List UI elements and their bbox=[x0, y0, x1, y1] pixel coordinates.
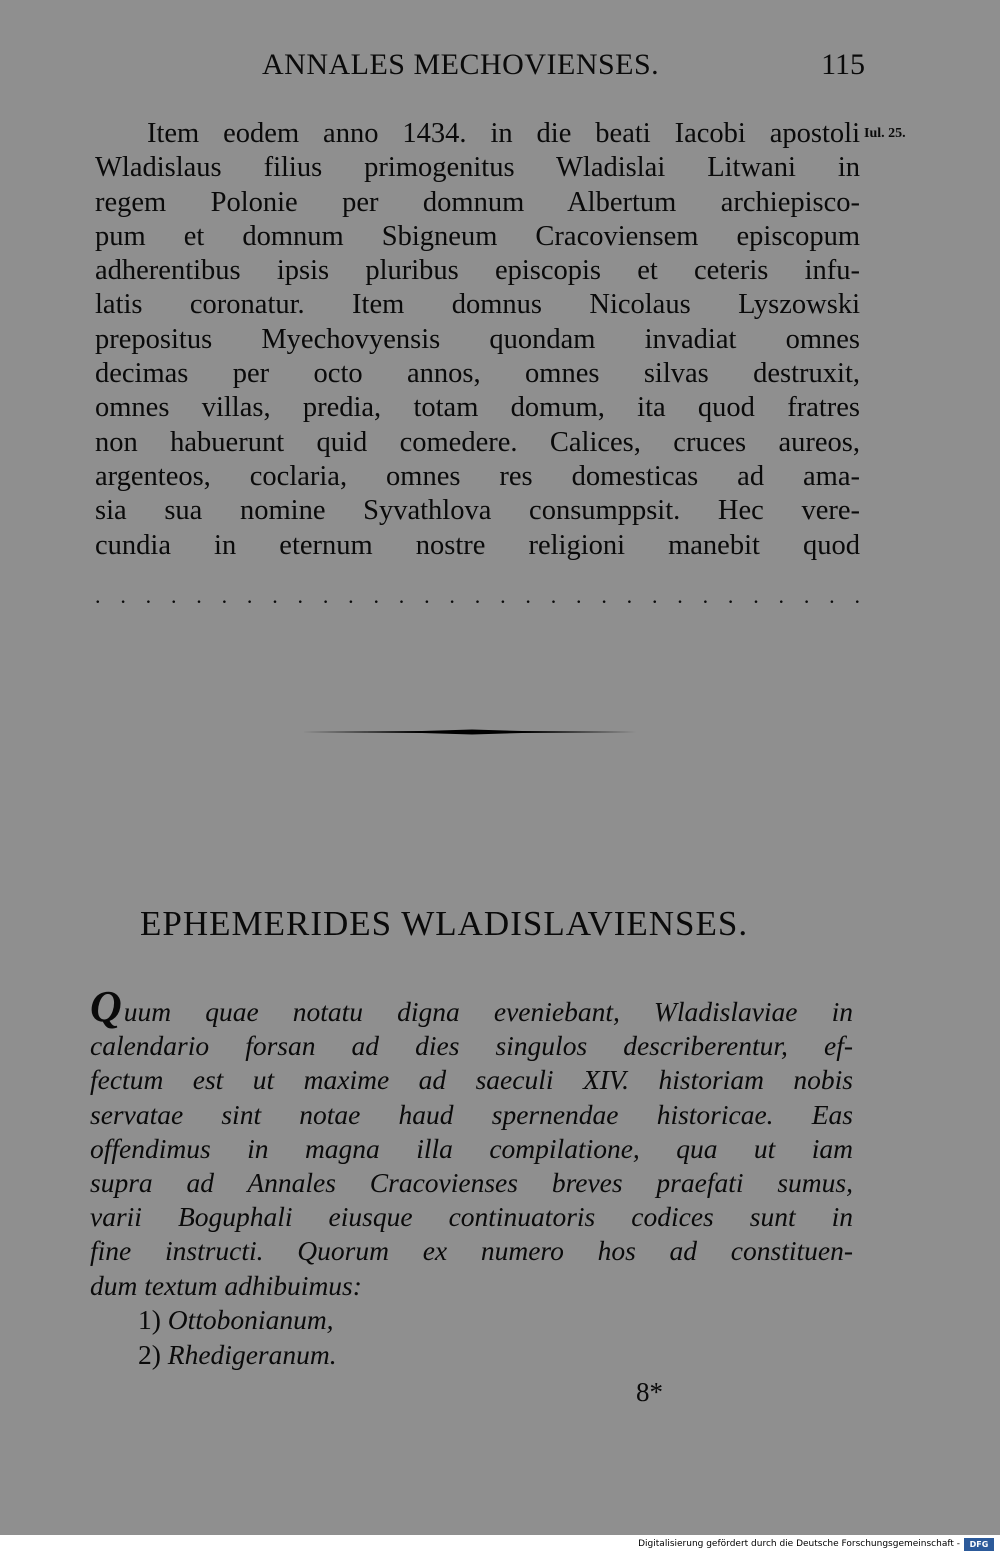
text-line: offendimus in magna illa compilatione, qua ut iam bbox=[90, 1132, 853, 1164]
running-head-title: ANNALES MECHOVIENSES. bbox=[262, 48, 660, 81]
margin-note-date: Iul. 25. bbox=[864, 126, 906, 141]
list-text: Rhedigeranum. bbox=[167, 1339, 337, 1370]
page-number: 115 bbox=[821, 48, 865, 81]
section-title: EPHEMERIDES WLADISLAVIENSES. bbox=[140, 904, 749, 943]
list-item bbox=[138, 1304, 334, 1336]
text-line: servatae sint notae haud spernendae historicae. Eas bbox=[90, 1098, 853, 1130]
text-line: decimas per octo annos, omnes silvas destruxit, bbox=[95, 358, 860, 390]
drop-cap: Q bbox=[90, 982, 122, 1031]
section-divider-rule bbox=[302, 729, 640, 735]
running-head bbox=[262, 48, 865, 88]
text-line: fine instructi. Quorum ex numero hos ad constituen- bbox=[90, 1235, 853, 1267]
text-line: Item eodem anno 1434. in die beati Iacobi apostoli bbox=[147, 118, 860, 149]
signature-mark: 8* bbox=[636, 1377, 663, 1407]
list-number: 2) bbox=[138, 1339, 161, 1370]
text-line: latis coronatur. Item domnus Nicolaus Lyszowski bbox=[95, 289, 860, 321]
list-item bbox=[138, 1339, 337, 1371]
footer-credit: Digitalisierung gefördert durch die Deutsche Forschungsgemeinschaft - bbox=[638, 1539, 960, 1549]
text-line: argenteos, coclaria, omnes res domesticas ad ama- bbox=[95, 460, 860, 492]
text-line: non habuerunt quid comedere. Calices, cruces aureos, bbox=[95, 426, 860, 458]
dfg-logo[interactable]: DFG bbox=[964, 1538, 994, 1551]
list-number: 1) bbox=[138, 1304, 161, 1335]
text-line: pum et domnum Sbigneum Cracoviensem episcopum bbox=[95, 220, 860, 252]
text-line: Wladislaus filius primogenitus Wladislai Litwani in bbox=[95, 152, 860, 184]
list-text: Ottobonianum, bbox=[167, 1304, 334, 1335]
text-line-with-dropcap bbox=[90, 982, 853, 1031]
text-line: omnes villas, predia, totam domum, ita quod fratres bbox=[95, 392, 860, 424]
text-line: dum textum adhibuimus: bbox=[90, 1269, 362, 1301]
text-line: calendario forsan ad dies singulos describerentur, ef- bbox=[90, 1030, 853, 1062]
text-line: cundia in eternum nostre religioni manebit quod bbox=[95, 529, 860, 561]
ephemerides-paragraph bbox=[90, 982, 853, 1303]
digitization-footer bbox=[0, 1535, 1000, 1555]
annales-paragraph bbox=[95, 117, 860, 563]
text-line: adherentibus ipsis pluribus episcopis et ceteris infu- bbox=[95, 255, 860, 287]
text-line: uum quae notatu digna eveniebant, Wladislaviae in bbox=[123, 996, 853, 1027]
text-line: prepositus Myechovyensis quondam invadiat omnes bbox=[95, 323, 860, 355]
text-line: regem Polonie per domnum Albertum archiepisco- bbox=[95, 186, 860, 218]
text-line: varii Boguphali eiusque continuatoris codices sunt in bbox=[90, 1201, 853, 1233]
text-line: sia sua nomine Syvathlova consumppsit. Hec vere- bbox=[95, 495, 860, 527]
ellipsis-dots: . . . . . . . . . . . . . . . . . . . . . . . . . . . . . . . bbox=[95, 583, 860, 608]
ellipsis-row bbox=[95, 583, 860, 607]
text-line: supra ad Annales Cracovienses breves praefati sumus, bbox=[90, 1167, 853, 1199]
text-line: fectum est ut maxime ad saeculi XIV. historiam nobis bbox=[90, 1064, 853, 1096]
